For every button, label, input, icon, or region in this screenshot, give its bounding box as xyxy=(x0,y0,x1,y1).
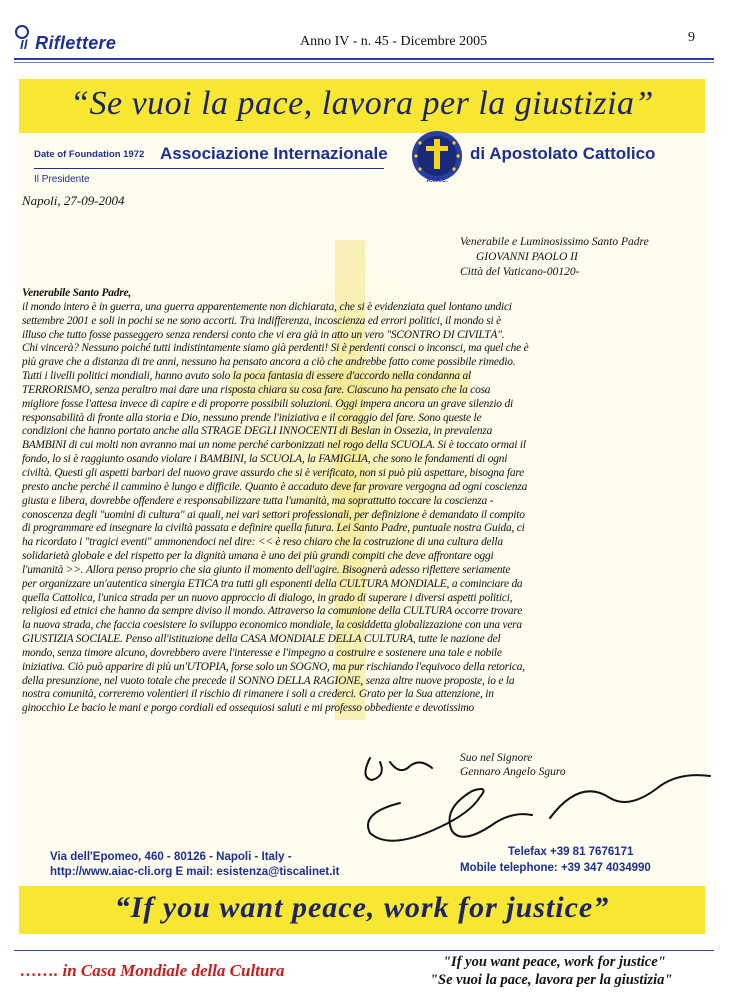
addressee-line-1: Venerabile e Luminosissimo Santo Padre xyxy=(460,236,649,248)
letter-line: della presunzione, nel vuoto totale che precede il SONNO DELLA RAGIONE, senza altre nuove proposte, io e la xyxy=(22,674,515,687)
letter-line: il mondo intero è in guerra, una guerra apparentemente non dichiarata, che si è evidenziata quel lontano undici xyxy=(22,300,512,313)
letter-line: settembre 2001 e soli in pochi se ne sono accorti. Tra indifferenza, incoscienza ed errori politici, il mondo si è xyxy=(22,314,501,327)
letter-line: responsabilità di fronte alla storia e Dio, nessuno prende l'iniziativa e il coraggio del fare. Sono queste le xyxy=(22,411,482,424)
motto-english: “If you want peace, work for justice” xyxy=(114,891,610,924)
letter-line: di programmare ed insegnare la civiltà passata e definire quella futura. Lei Santo Padre, puntuale nostra Guida, ci xyxy=(22,522,525,535)
footer-web-email: http://www.aiac-cli.org E mail: esistenza@tiscalinet.it xyxy=(50,866,340,878)
salutation: Venerabile Santo Padre, xyxy=(22,287,131,299)
letter-paragraph xyxy=(22,301,712,716)
header-divider xyxy=(14,58,714,60)
footer-divider xyxy=(14,950,714,951)
letter-line: GIUSTIZIA SOCIALE. Penso all'istituzione della CASA MONDIALE DELLA CULTURA, tutte le nazione del xyxy=(22,633,501,646)
letter-line: la nuova strada, che faccia coesistere lo sviluppo economico mondiale, la cosiddetta globalizzazione con una vera xyxy=(22,619,522,632)
closing-motto-italian: "Se vuoi la pace, lavora per la giustizia" xyxy=(430,972,673,988)
letter-line: illuso che tutto fosse passeggero senza rendersi conto che vi era già in atto un vero "SCONTRO DI CIVILTÀ". xyxy=(22,328,505,341)
letter-line: presto anche perché il cammino è lungo e difficile. Quanto è accaduto deve far provare vergogna ad ogni coscienza xyxy=(22,480,528,493)
signoff-name: Gennaro Angelo Sguro xyxy=(460,766,566,778)
header-divider-thin xyxy=(14,62,714,63)
footer-mobile: Mobile telephone: +39 347 4034990 xyxy=(460,862,651,874)
letter-line: civiltà. Questi gli aspetti barbari del nuovo grave assurdo che si è verificato, non si può più aspettare, bisogna fare xyxy=(22,466,525,479)
tagline: ……. in Casa Mondiale della Cultura xyxy=(20,961,285,980)
letter-line: quella Cattolica, l'unica strada per un nuovo approccio di dialogo, in grado di superare i diversi aspetti politici, xyxy=(22,591,513,604)
letter-line: nostra comunità, correremo volentieri il rischio di rimanere i soli a crederci. Grato per la Sua attenzione, in xyxy=(22,688,494,701)
letter-line: religiosi ed etnici che hanno da sempre diviso il mondo. Attraverso la comunione della CULTURA occorre trovare xyxy=(22,605,523,618)
signoff-line-1: Suo nel Signore xyxy=(460,752,533,764)
letter-line: per organizzare un'autentica sinergia ETICA tra tutti gli esponenti della CULTURA MONDIALE, a cominciare da xyxy=(22,577,523,590)
letter-body xyxy=(22,287,712,716)
association-name: Associazione Internazionale xyxy=(160,144,388,163)
letter-line: conoscenza degli "uomini di cultura" ai quali, nei vari settori professionali, per definizione è demandato il compito xyxy=(22,508,525,521)
letter-line: Tutti i livelli politici mondiali, hanno avuto solo la poca fantasia di essere d'accordo nella condanna al xyxy=(22,370,471,383)
president-label: Il Presidente xyxy=(34,174,90,185)
letter-line: iniziativa. Ciò può apparire di più un'UTOPIA, forse solo un SOGNO, ma pur rischiando l'equivoco della retorica, xyxy=(22,660,525,673)
page-number: 9 xyxy=(688,30,695,45)
letter-line: ginocchio Le bacio le mani e porgo cordiali ed ossequiosi saluti e mi professo obbediente e devotissimo xyxy=(22,702,475,715)
issue-info: Anno IV - n. 45 - Dicembre 2005 xyxy=(300,34,488,49)
publication-brand xyxy=(20,33,116,54)
letter-line: fondo, lo si è raggiunto osando violare i BAMBINI, la SCUOLA, la FAMIGLIA, che sono le fondamenti di ogni xyxy=(22,453,508,466)
association-name-suffix: di Apostolato Cattolico xyxy=(470,144,656,163)
handwritten-signature xyxy=(340,748,720,848)
letter-line: giusta e libera, dovrebbe offendere e responsabilizzare tutta l'umanità, ma soprattutto toccare la coscienza - xyxy=(22,494,494,507)
letter-line: migliore fosse l'attesa invece di capire e di proporre possibili soluzioni. Oggi impera ancora un grave silenzio di xyxy=(22,397,513,410)
emblem-text: A.I.A.C. xyxy=(426,178,448,184)
letter-line: BAMBINI di cui molti non avranno mai un nome perché carbonizzati nel rogo della SCUOLA. Si è toccato ormai il xyxy=(22,439,526,452)
footer-address: Via dell'Epomeo, 460 - 80126 - Napoli - Italy - xyxy=(50,851,292,863)
letter-line: l'umanità >>. Allora penso proprio che sia giunto il momento dell'agire. Bisognerà adesso riflettere seriamente xyxy=(22,563,511,576)
letter-line: condizioni che hanno portato anche alla STRAGE DEGLI INNOCENTI di Beslan in Ossezia, in prevalenza xyxy=(22,425,493,438)
letterhead-divider xyxy=(34,168,384,169)
letter-line: Chi vincerà? Nessuno poiché tutti indistintamente siamo già perdenti! Si è perdenti consci o inconsci, ma quel che è xyxy=(22,342,529,355)
letter-line: mondo, senza timore alcuno, dovrebbero avere l'interesse e l'impegno a costruire e sostenere una tale e nobile xyxy=(22,646,502,659)
footer-telefax: Telefax +39 81 7676171 xyxy=(508,846,634,858)
brand-prefix: Il xyxy=(20,37,28,52)
place-date: Napoli, 27-09-2004 xyxy=(22,193,125,208)
letter-line: solidarietà globale e del rispetto per la dignità umana è uno dei più grandi compiti che deve affrontare oggi xyxy=(22,550,494,563)
motto-italian: “Se vuoi la pace, lavora per la giustizia” xyxy=(70,85,654,122)
letter-line: ha ricordato i "tragici eventi" ammonendoci nel dire: << è reso chiaro che la costruzione di una cultura della xyxy=(22,536,503,549)
letter-line: più grave che a distanza di tre anni, nessuno ha pensato ancora a ciò che andrebbe fatto come possibile rimedio. xyxy=(22,356,516,369)
addressee-line-3: Città del Vaticano-00120- xyxy=(460,266,580,278)
foundation-date: Date of Foundation 1972 xyxy=(34,149,145,160)
letter-line: TERRORISMO, senza peraltro mai dare una risposta chiara su cosa fare. Ciascuno ha pensato che la cosa xyxy=(22,383,491,396)
addressee-line-2: GIOVANNI PAOLO II xyxy=(476,251,578,263)
closing-motto-english: "If you want peace, work for justice" xyxy=(443,954,666,970)
association-emblem-icon xyxy=(408,129,466,185)
brand-name: Riflettere xyxy=(35,33,117,53)
